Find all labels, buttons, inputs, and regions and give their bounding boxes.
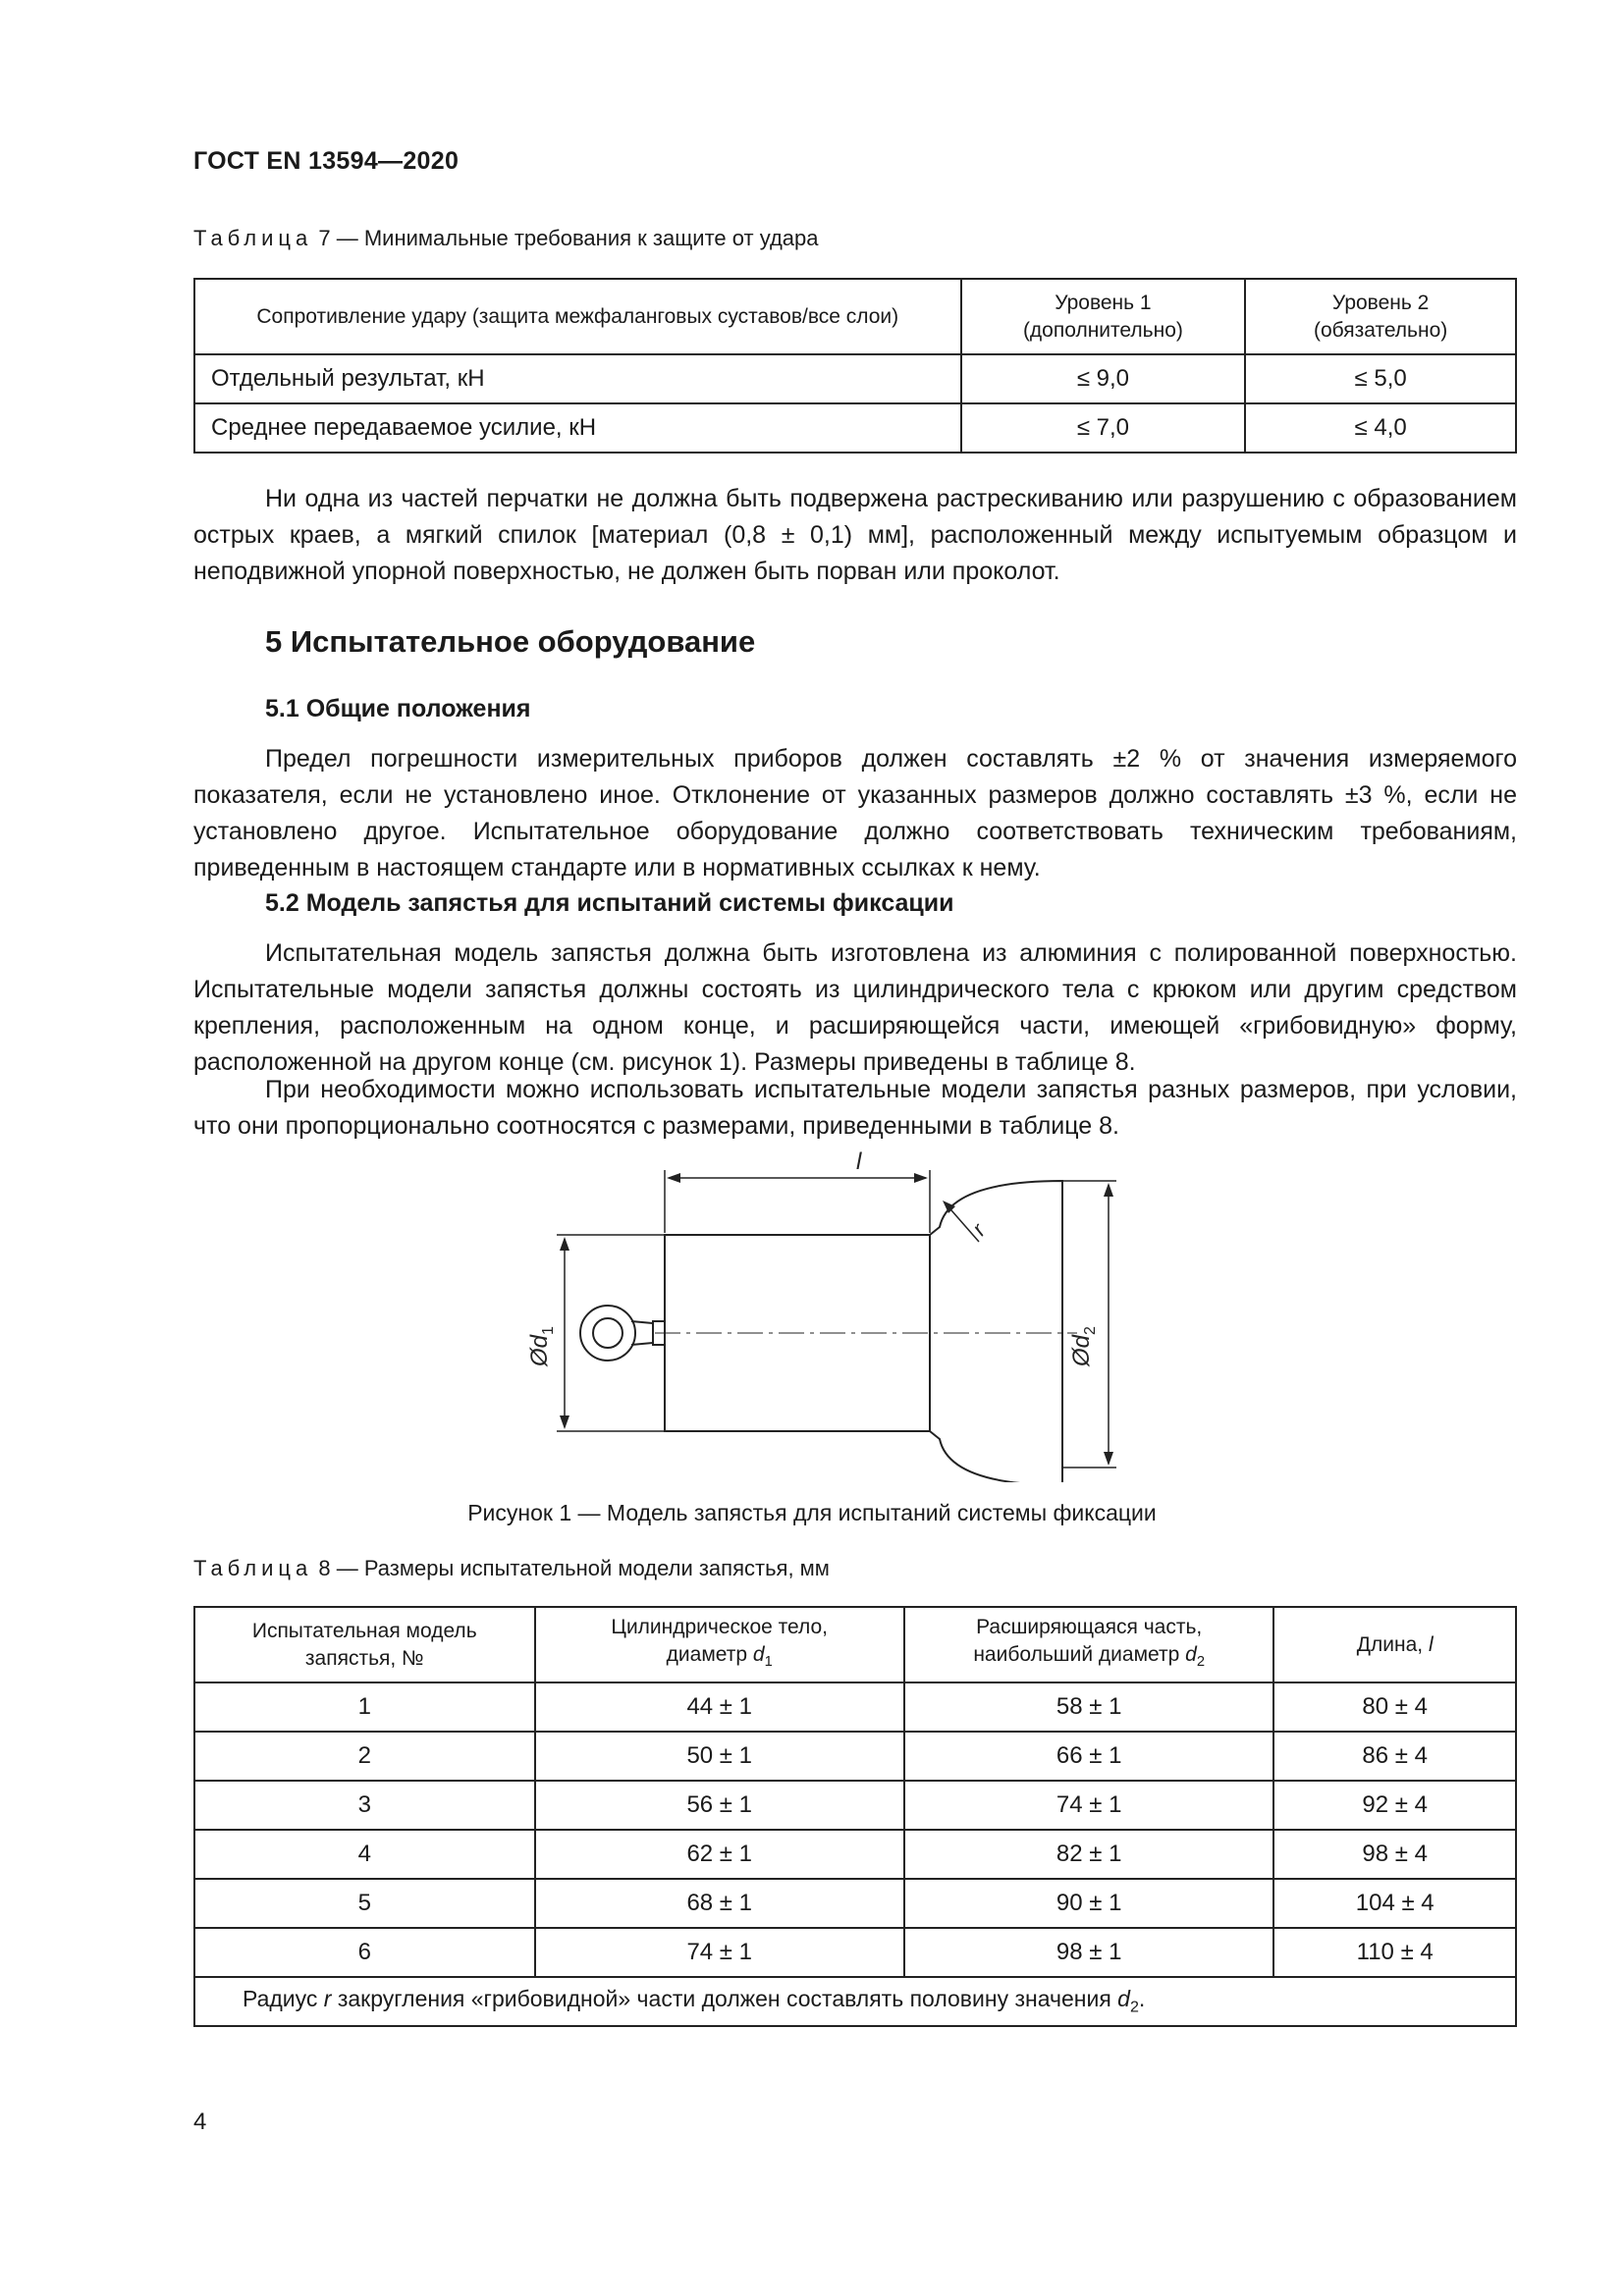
table8-cell-l: 86 ± 4 [1273,1732,1516,1781]
table8-cell-l: 92 ± 4 [1273,1781,1516,1830]
table7-header-col2-line2: (дополнительно) [1022,318,1183,342]
figure-label-r: r [966,1218,991,1241]
table8-header-col1 [194,1607,535,1682]
table8-header-col4 [1273,1607,1516,1682]
table7-header-col2-line1: Уровень 1 [1055,291,1152,314]
table7-caption [193,226,819,251]
table8-note-end: . [1138,1986,1146,2012]
section-5-heading: 5 Испытательное оборудование [265,624,756,659]
table8-cell-n: 6 [194,1928,535,1977]
table-row [194,354,1516,403]
table8-header-col2 [535,1607,904,1682]
table8-header-row [194,1607,1516,1682]
table8-cell-d2: 98 ± 1 [904,1928,1273,1977]
table8-cell-d2: 74 ± 1 [904,1781,1273,1830]
table8-header-col1-line1: Испытательная модель [251,1619,477,1642]
table8-header-col3 [904,1607,1273,1682]
table8-cell-l: 98 ± 4 [1273,1830,1516,1879]
table7-caption-text: 7 — Минимальные требования к защите от удара [312,226,819,250]
table8-caption-label: Таблица [193,1556,313,1580]
table7-header-col2 [961,279,1246,354]
table8-note-row [194,1977,1516,2026]
table8-cell-n: 5 [194,1879,535,1928]
figure1-wrist-model-drawing [488,1148,1215,1482]
table8-cell-n: 4 [194,1830,535,1879]
page-number: 4 [193,2109,207,2135]
table8-header-col2-line1: Цилиндрическое тело, [611,1615,829,1638]
table8-cell-d2: 58 ± 1 [904,1682,1273,1732]
document-header: ГОСТ EN 13594—2020 [193,147,460,175]
table8-cell-d1: 50 ± 1 [535,1732,904,1781]
table7-cell-level2: ≤ 5,0 [1245,354,1516,403]
section-5-1-heading: 5.1 Общие положения [265,695,531,722]
table7-header-col3-line1: Уровень 2 [1331,291,1430,314]
table8-cell-d2: 82 ± 1 [904,1830,1273,1879]
table8-header-col1-line2: запястья, № [304,1646,424,1670]
table8-note-mid: закругления «грибовидной» части должен составлять половину значения [337,1986,1111,2012]
table8-header-col2-var: d [752,1642,765,1666]
table8-cell-n: 1 [194,1682,535,1732]
table8-caption [193,1556,830,1581]
figure-label-d1: $Ød_1$ [526,1326,557,1366]
table8-cell-l: 80 ± 4 [1273,1682,1516,1732]
table7-caption-label: Таблица [193,226,313,250]
section-5-2-text1: Испытательная модель запястья должна быть изготовлена из алюминия с полированной поверхностью. Испытательные модели запястья должны состоять из цилиндрического тела с крюком или другим средством крепления, расположенным на одном конце, и расширяющейся части, имеющей «грибовидную» форму, расположенной на другом конце (см. рисунок 1). Размеры приведены в таблице 8. [193,939,1517,1076]
section-5-2-text2: При необходимости можно использовать испытательные модели запястья разных размеров, при условии, что они пропорционально соотносятся с размерами, приведенными в таблице 8. [193,1076,1517,1140]
table8-header-col3-line1: Расширяющаяся часть, [976,1615,1203,1638]
table7-header-col3 [1245,279,1516,354]
hook-ring-inner [593,1318,623,1348]
table8-cell-d1: 56 ± 1 [535,1781,904,1830]
table7-cell-label: Среднее передаваемое усилие, кН [194,403,961,453]
table8-header-col3-line2: наибольший диаметр [973,1642,1180,1666]
table8-header-col3-sub: 2 [1196,1654,1206,1671]
table7-header-col1: Сопротивление удару (защита межфаланговых суставов/все слои) [194,279,961,354]
table7-cell-label: Отдельный результат, кН [194,354,961,403]
table-row [194,1682,1516,1732]
table8-header-col3-var: d [1185,1642,1197,1666]
table8-cell-d2: 90 ± 1 [904,1879,1273,1928]
table8-header-col2-sub: 1 [764,1654,773,1671]
table7-header-col3-line2: (обязательно) [1313,318,1448,342]
table8-caption-text: 8 — Размеры испытательной модели запястья, мм [312,1556,830,1580]
paragraph-glove-requirements: Ни одна из частей перчатки не должна быть подвержена растрескиванию или разрушению с образованием острых краев, а мягкий спилок [материал (0,8 ± 0,1) мм], расположенный между испытуемым образцом и неподвижной упорной поверхностью, не должен быть порван или проколот. [193,485,1517,585]
table7-cell-level1: ≤ 7,0 [961,403,1246,453]
table-row [194,1830,1516,1879]
figure-label-l: l [856,1148,862,1175]
table8-cell-d1: 68 ± 1 [535,1879,904,1928]
table8-cell-n: 3 [194,1781,535,1830]
table8-note-var2: d [1117,1986,1130,2012]
table7-header-row [194,279,1516,354]
table8-note-var: r [323,1986,332,2012]
table8-cell-n: 2 [194,1732,535,1781]
table7 [193,278,1517,454]
table8 [193,1606,1517,2027]
mushroom-part [930,1181,1062,1482]
table-row [194,1928,1516,1977]
table8-cell-d1: 74 ± 1 [535,1928,904,1977]
table8-header-col2-line2: диаметр [666,1642,748,1666]
table8-cell-l: 104 ± 4 [1273,1879,1516,1928]
table7-cell-level2: ≤ 4,0 [1245,403,1516,453]
table8-cell-d1: 44 ± 1 [535,1682,904,1732]
table-row [194,1781,1516,1830]
section-5-2-heading: 5.2 Модель запястья для испытаний системы фиксации [265,889,954,917]
table8-note-sub: 2 [1129,1998,1139,2016]
figure1-caption: Рисунок 1 — Модель запястья для испытаний системы фиксации [467,1500,1157,1525]
hook-ring-outer [580,1306,635,1361]
table8-note-pre: Радиус [243,1986,318,2012]
table-row [194,403,1516,453]
table8-header-col4-var: l [1428,1632,1434,1656]
table8-cell-d2: 66 ± 1 [904,1732,1273,1781]
table-row [194,1879,1516,1928]
table8-cell-l: 110 ± 4 [1273,1928,1516,1977]
table8-cell-d1: 62 ± 1 [535,1830,904,1879]
figure-label-d2: $Ød_2$ [1068,1326,1099,1366]
table8-note [194,1977,1516,2026]
section-5-1-text: Предел погрешности измерительных приборов должен составлять ±2 % от значения измеряемого показателя, если не установлено иное. Отклонение от указанных размеров должно составлять ±3 %, если не установлено другое. Испытательное оборудование должно соответствовать техническим требованиям, приведенным в настоящем стандарте или в нормативных ссылках к нему. [193,745,1517,881]
table8-header-col4-text: Длина, [1356,1632,1424,1656]
table-row [194,1732,1516,1781]
table7-cell-level1: ≤ 9,0 [961,354,1246,403]
